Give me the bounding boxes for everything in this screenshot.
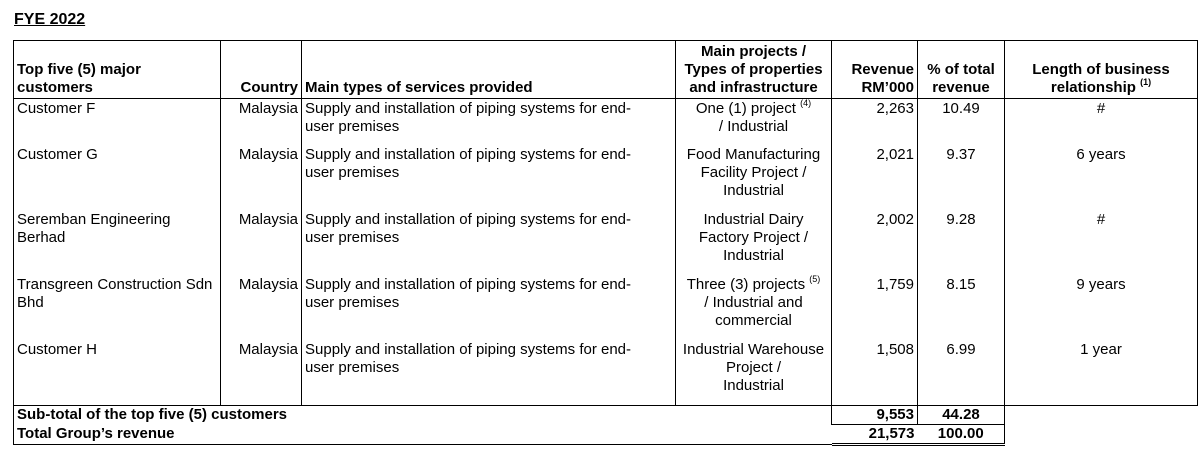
project-line1-text: Industrial Warehouse (682, 340, 825, 358)
total-label: Total Group’s revenue (14, 425, 832, 445)
services-line2: user premises (305, 163, 400, 181)
project-line2: Factory Project / (698, 228, 809, 246)
customer-name: Customer H (14, 340, 221, 406)
revenue: 1,759 (832, 275, 918, 340)
customer-name: Customer G (14, 145, 221, 210)
table-title: FYE 2022 (14, 11, 86, 28)
services-line2: user premises (305, 118, 400, 135)
customer-name: Seremban Engineering Berhad (14, 210, 221, 275)
services-line1: Supply and installation of piping systems for end- (305, 145, 632, 163)
services-line1: Supply and installation of piping systems for end- (305, 210, 632, 228)
header-length (1005, 41, 1198, 99)
services (302, 145, 676, 210)
country: Malaysia (221, 210, 302, 275)
relationship-length: 9 years (1005, 275, 1198, 340)
table-row (14, 210, 1198, 275)
percent: 10.49 (918, 99, 1005, 145)
percent: 9.28 (918, 210, 1005, 275)
project-footnote: (4) (800, 98, 812, 108)
customer-name: Transgreen Construction Sdn Bhd (14, 275, 221, 340)
project-line3: commercial (715, 311, 792, 329)
project-line1-text: One (1) project (695, 100, 796, 117)
services (302, 340, 676, 406)
header-revenue-line1: Revenue (851, 61, 914, 78)
project-line1 (679, 146, 828, 164)
project (676, 99, 832, 145)
total-length-empty (1005, 425, 1198, 445)
project (676, 340, 832, 406)
project-line3: Industrial (723, 246, 784, 264)
country: Malaysia (221, 99, 302, 145)
relationship-length: # (1005, 99, 1198, 145)
project-line1 (679, 273, 828, 294)
percent: 8.15 (918, 275, 1005, 340)
revenue: 2,002 (832, 210, 918, 275)
project-line3: Industrial (723, 376, 784, 394)
header-percent-line1: % of total (927, 61, 995, 78)
country: Malaysia (221, 145, 302, 210)
project-footnote: (5) (809, 273, 821, 284)
services (302, 210, 676, 275)
customer-name: Customer F (14, 99, 221, 145)
project-line1 (679, 100, 828, 118)
header-percent (918, 41, 1005, 99)
project-line2: Facility Project / (700, 163, 807, 181)
table-row (14, 99, 1198, 145)
relationship-length: # (1005, 210, 1198, 275)
project (676, 275, 832, 340)
project (676, 210, 832, 275)
header-length-text: relationship (1050, 79, 1136, 96)
relationship-length: 6 years (1005, 145, 1198, 210)
header-length-line2 (1008, 79, 1194, 97)
total-row (14, 425, 1198, 445)
table-row (14, 340, 1198, 406)
table-row (14, 145, 1198, 210)
project-line2: / Industrial and (704, 293, 803, 311)
revenue: 1,508 (832, 340, 918, 406)
major-customers-table (13, 40, 1198, 446)
services-line1: Supply and installation of piping systems for end- (305, 340, 632, 358)
project-line1-text: Food Manufacturing (686, 145, 821, 163)
header-projects: Main projects / Types of properties and infrastructure (676, 41, 832, 99)
header-length-footnote: (1) (1140, 77, 1152, 87)
subtotal-revenue: 9,553 (832, 406, 918, 425)
services (302, 99, 676, 145)
table-row (14, 275, 1198, 340)
project-line2: / Industrial (718, 118, 789, 135)
services (302, 275, 676, 340)
project-line2: Project / (725, 358, 782, 376)
revenue: 2,021 (832, 145, 918, 210)
country: Malaysia (221, 340, 302, 406)
project-line1-text: Industrial Dairy (703, 210, 804, 228)
services-line1: Supply and installation of piping systems for end- (305, 275, 632, 293)
subtotal-length-empty (1005, 406, 1198, 425)
country: Malaysia (221, 275, 302, 340)
header-customers: Top five (5) major customers (14, 41, 221, 99)
subtotal-label: Sub-total of the top five (5) customers (14, 406, 832, 425)
project-line3: Industrial (723, 181, 784, 199)
project-line1 (679, 211, 828, 229)
services-line1: Supply and installation of piping systems for end- (305, 100, 632, 117)
services-line2: user premises (305, 358, 400, 376)
project-line1 (679, 341, 828, 359)
project-line1-text: Three (3) projects (686, 275, 806, 293)
total-revenue: 21,573 (832, 425, 918, 445)
subtotal-percent: 44.28 (918, 406, 1005, 425)
total-percent: 100.00 (918, 425, 1005, 445)
services-line2: user premises (305, 228, 400, 246)
header-revenue-line2: RM’000 (861, 79, 914, 96)
revenue: 2,263 (832, 99, 918, 145)
project (676, 145, 832, 210)
header-revenue (832, 41, 918, 99)
subtotal-row (14, 406, 1198, 425)
header-services: Main types of services provided (302, 41, 676, 99)
services-line2: user premises (305, 293, 400, 311)
header-length-line1: Length of business (1032, 61, 1170, 78)
percent: 9.37 (918, 145, 1005, 210)
header-country: Country (221, 41, 302, 99)
percent: 6.99 (918, 340, 1005, 406)
header-percent-line2: revenue (932, 79, 990, 96)
relationship-length: 1 year (1005, 340, 1198, 406)
